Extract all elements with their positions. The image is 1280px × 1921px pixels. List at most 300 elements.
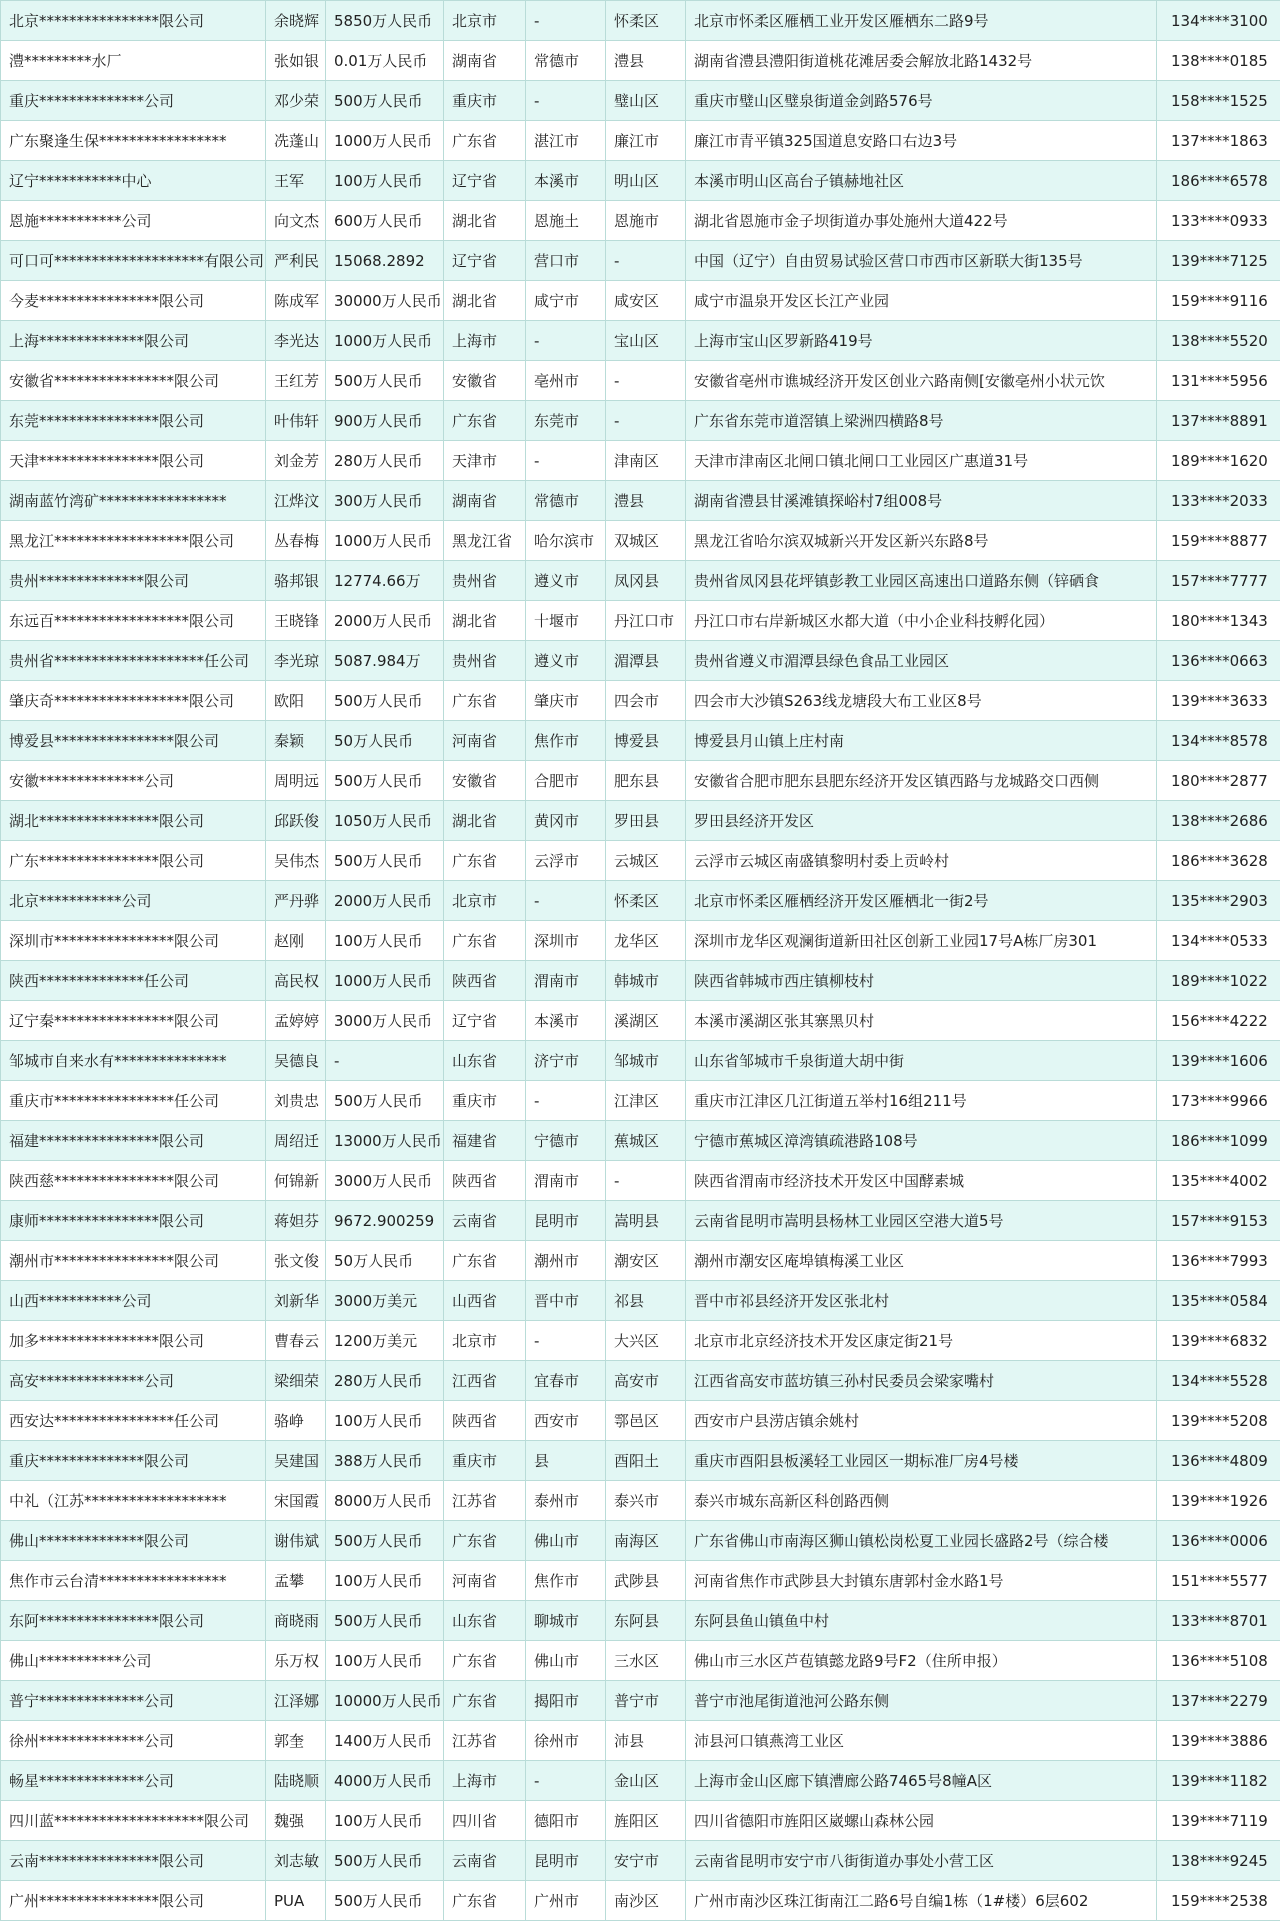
district-cell: 咸安区 — [606, 281, 686, 321]
registered-capital-cell: 12774.66万 — [326, 561, 444, 601]
legal-representative-cell: 刘新华 — [266, 1281, 326, 1321]
phone-cell: 180****2877 — [1157, 761, 1280, 801]
registered-capital-cell: 1000万人民币 — [326, 961, 444, 1001]
registered-capital-cell: 500万人民币 — [326, 1601, 444, 1641]
table-row — [1, 641, 1280, 681]
city-cell: - — [526, 1321, 606, 1361]
company-name-cell: 徐州**************公司 — [1, 1721, 266, 1761]
phone-cell: 135****0584 — [1157, 1281, 1280, 1321]
phone-cell: 138****2686 — [1157, 801, 1280, 841]
legal-representative-cell: 余晓辉 — [266, 1, 326, 41]
district-cell: 祁县 — [606, 1281, 686, 1321]
table-row — [1, 41, 1280, 81]
address-cell: 山东省邹城市千泉街道大胡中街 — [686, 1041, 1157, 1081]
city-cell: 宜春市 — [526, 1361, 606, 1401]
company-name-cell: 东莞****************限公司 — [1, 401, 266, 441]
phone-cell: 189****1620 — [1157, 441, 1280, 481]
district-cell: 高安市 — [606, 1361, 686, 1401]
address-cell: 安徽省亳州市谯城经济开发区创业六路南侧[安徽亳州小状元饮 — [686, 361, 1157, 401]
city-cell: 西安市 — [526, 1401, 606, 1441]
company-name-cell: 加多****************限公司 — [1, 1321, 266, 1361]
province-cell: 福建省 — [444, 1121, 526, 1161]
address-cell: 北京市北京经济技术开发区康定街21号 — [686, 1321, 1157, 1361]
company-name-cell: 澧*********水厂 — [1, 41, 266, 81]
district-cell: 金山区 — [606, 1761, 686, 1801]
table-row — [1, 401, 1280, 441]
province-cell: 上海市 — [444, 1761, 526, 1801]
city-cell: 聊城市 — [526, 1601, 606, 1641]
registered-capital-cell: 8000万人民币 — [326, 1481, 444, 1521]
phone-cell: 189****1022 — [1157, 961, 1280, 1001]
table-row — [1, 561, 1280, 601]
registered-capital-cell: 100万人民币 — [326, 921, 444, 961]
district-cell: 鄠邑区 — [606, 1401, 686, 1441]
table-row — [1, 161, 1280, 201]
address-cell: 广东省佛山市南海区狮山镇松岗松夏工业园长盛路2号（综合楼 — [686, 1521, 1157, 1561]
province-cell: 湖北省 — [444, 201, 526, 241]
legal-representative-cell: 何锦新 — [266, 1161, 326, 1201]
phone-cell: 139****7119 — [1157, 1801, 1280, 1841]
city-cell: 遵义市 — [526, 641, 606, 681]
province-cell: 江苏省 — [444, 1721, 526, 1761]
company-name-cell: 云南****************限公司 — [1, 1841, 266, 1881]
legal-representative-cell: 骆邦银 — [266, 561, 326, 601]
city-cell: 咸宁市 — [526, 281, 606, 321]
address-cell: 重庆市江津区几江街道五举村16组211号 — [686, 1081, 1157, 1121]
registered-capital-cell: 300万人民币 — [326, 481, 444, 521]
table-row — [1, 1041, 1280, 1081]
address-cell: 普宁市池尾街道池河公路东侧 — [686, 1681, 1157, 1721]
table-row — [1, 361, 1280, 401]
address-cell: 陕西省渭南市经济技术开发区中国酵素城 — [686, 1161, 1157, 1201]
city-cell: - — [526, 1, 606, 41]
district-cell: 怀柔区 — [606, 881, 686, 921]
legal-representative-cell: 吴建国 — [266, 1441, 326, 1481]
legal-representative-cell: 张如银 — [266, 41, 326, 81]
legal-representative-cell: 严丹骅 — [266, 881, 326, 921]
province-cell: 陕西省 — [444, 1161, 526, 1201]
company-name-cell: 天津****************限公司 — [1, 441, 266, 481]
address-cell: 江西省高安市蓝坊镇三孙村民委员会梁家嘴村 — [686, 1361, 1157, 1401]
city-cell: 县 — [526, 1441, 606, 1481]
registered-capital-cell: 280万人民币 — [326, 441, 444, 481]
legal-representative-cell: 向文杰 — [266, 201, 326, 241]
city-cell: 恩施土 — [526, 201, 606, 241]
district-cell: 嵩明县 — [606, 1201, 686, 1241]
city-cell: 本溪市 — [526, 161, 606, 201]
city-cell: 肇庆市 — [526, 681, 606, 721]
phone-cell: 173****9966 — [1157, 1081, 1280, 1121]
city-cell: 常德市 — [526, 41, 606, 81]
company-name-cell: 辽宁秦****************限公司 — [1, 1001, 266, 1041]
table-row — [1, 1881, 1280, 1921]
district-cell: 肥东县 — [606, 761, 686, 801]
city-cell: 广州市 — [526, 1881, 606, 1921]
company-name-cell: 今麦****************限公司 — [1, 281, 266, 321]
registered-capital-cell: 5850万人民币 — [326, 1, 444, 41]
province-cell: 贵州省 — [444, 561, 526, 601]
registered-capital-cell: 280万人民币 — [326, 1361, 444, 1401]
registered-capital-cell: 500万人民币 — [326, 681, 444, 721]
table-row — [1, 1721, 1280, 1761]
province-cell: 重庆市 — [444, 1441, 526, 1481]
company-name-cell: 恩施***********公司 — [1, 201, 266, 241]
district-cell: 博爱县 — [606, 721, 686, 761]
province-cell: 山西省 — [444, 1281, 526, 1321]
table-row — [1, 321, 1280, 361]
company-name-cell: 重庆**************公司 — [1, 81, 266, 121]
company-name-cell: 湖南蓝竹湾矿***************** — [1, 481, 266, 521]
legal-representative-cell: 刘贵忠 — [266, 1081, 326, 1121]
registered-capital-cell: 50万人民币 — [326, 721, 444, 761]
province-cell: 湖北省 — [444, 281, 526, 321]
table-row — [1, 201, 1280, 241]
phone-cell: 138****0185 — [1157, 41, 1280, 81]
registered-capital-cell: 100万人民币 — [326, 161, 444, 201]
table-row — [1, 681, 1280, 721]
address-cell: 贵州省遵义市湄潭县绿色食品工业园区 — [686, 641, 1157, 681]
province-cell: 安徽省 — [444, 361, 526, 401]
address-cell: 河南省焦作市武陟县大封镇东唐郭村金水路1号 — [686, 1561, 1157, 1601]
company-name-cell: 畅星**************公司 — [1, 1761, 266, 1801]
district-cell: 龙华区 — [606, 921, 686, 961]
registered-capital-cell: 500万人民币 — [326, 1881, 444, 1921]
district-cell: - — [606, 1161, 686, 1201]
company-table-body — [1, 1, 1280, 1921]
city-cell: 揭阳市 — [526, 1681, 606, 1721]
province-cell: 北京市 — [444, 1, 526, 41]
company-name-cell: 北京****************限公司 — [1, 1, 266, 41]
city-cell: - — [526, 81, 606, 121]
phone-cell: 157****7777 — [1157, 561, 1280, 601]
table-row — [1, 1521, 1280, 1561]
province-cell: 四川省 — [444, 1801, 526, 1841]
phone-cell: 135****2903 — [1157, 881, 1280, 921]
table-row — [1, 1561, 1280, 1601]
province-cell: 云南省 — [444, 1841, 526, 1881]
legal-representative-cell: 吴伟杰 — [266, 841, 326, 881]
company-name-cell: 广东****************限公司 — [1, 841, 266, 881]
legal-representative-cell: 吴德良 — [266, 1041, 326, 1081]
legal-representative-cell: 王军 — [266, 161, 326, 201]
legal-representative-cell: 丛春梅 — [266, 521, 326, 561]
legal-representative-cell: 陆晓顺 — [266, 1761, 326, 1801]
registered-capital-cell: 13000万人民币 — [326, 1121, 444, 1161]
province-cell: 广东省 — [444, 1241, 526, 1281]
company-name-cell: 邹城市自来水有*************** — [1, 1041, 266, 1081]
address-cell: 罗田县经济开发区 — [686, 801, 1157, 841]
company-name-cell: 焦作市云台清***************** — [1, 1561, 266, 1601]
city-cell: 合肥市 — [526, 761, 606, 801]
phone-cell: 137****2279 — [1157, 1681, 1280, 1721]
company-name-cell: 重庆**************限公司 — [1, 1441, 266, 1481]
company-name-cell: 安徽省****************限公司 — [1, 361, 266, 401]
legal-representative-cell: 蒋妲芬 — [266, 1201, 326, 1241]
table-row — [1, 121, 1280, 161]
province-cell: 广东省 — [444, 921, 526, 961]
address-cell: 黑龙江省哈尔滨双城新兴开发区新兴东路8号 — [686, 521, 1157, 561]
province-cell: 山东省 — [444, 1601, 526, 1641]
district-cell: 南沙区 — [606, 1881, 686, 1921]
company-name-cell: 中礼（江苏******************* — [1, 1481, 266, 1521]
registered-capital-cell: 600万人民币 — [326, 201, 444, 241]
company-name-cell: 山西***********公司 — [1, 1281, 266, 1321]
phone-cell: 136****7993 — [1157, 1241, 1280, 1281]
legal-representative-cell: 骆峥 — [266, 1401, 326, 1441]
legal-representative-cell: 王晓锋 — [266, 601, 326, 641]
phone-cell: 136****4809 — [1157, 1441, 1280, 1481]
registered-capital-cell: 3000万美元 — [326, 1281, 444, 1321]
district-cell: - — [606, 401, 686, 441]
city-cell: 云浮市 — [526, 841, 606, 881]
company-name-cell: 深圳市****************限公司 — [1, 921, 266, 961]
company-name-cell: 上海**************限公司 — [1, 321, 266, 361]
province-cell: 天津市 — [444, 441, 526, 481]
district-cell: 韩城市 — [606, 961, 686, 1001]
phone-cell: 131****5956 — [1157, 361, 1280, 401]
address-cell: 西安市户县涝店镇余姚村 — [686, 1401, 1157, 1441]
phone-cell: 151****5577 — [1157, 1561, 1280, 1601]
address-cell: 四川省德阳市旌阳区崴螺山森林公园 — [686, 1801, 1157, 1841]
table-row — [1, 521, 1280, 561]
address-cell: 广东省东莞市道滘镇上梁洲四横路8号 — [686, 401, 1157, 441]
phone-cell: 138****5520 — [1157, 321, 1280, 361]
table-row — [1, 961, 1280, 1001]
company-name-cell: 西安达****************任公司 — [1, 1401, 266, 1441]
phone-cell: 134****8578 — [1157, 721, 1280, 761]
city-cell: 东莞市 — [526, 401, 606, 441]
registered-capital-cell: 500万人民币 — [326, 1081, 444, 1121]
legal-representative-cell: PUA — [266, 1881, 326, 1921]
province-cell: 广东省 — [444, 681, 526, 721]
province-cell: 湖南省 — [444, 481, 526, 521]
address-cell: 本溪市明山区高台子镇赫地社区 — [686, 161, 1157, 201]
district-cell: 津南区 — [606, 441, 686, 481]
city-cell: 昆明市 — [526, 1201, 606, 1241]
company-name-cell: 陕西慈****************限公司 — [1, 1161, 266, 1201]
province-cell: 山东省 — [444, 1041, 526, 1081]
district-cell: 廉江市 — [606, 121, 686, 161]
address-cell: 湖南省澧县甘溪滩镇探峪村7组008号 — [686, 481, 1157, 521]
phone-cell: 139****1182 — [1157, 1761, 1280, 1801]
company-name-cell: 博爱县****************限公司 — [1, 721, 266, 761]
district-cell: 璧山区 — [606, 81, 686, 121]
city-cell: 十堰市 — [526, 601, 606, 641]
province-cell: 辽宁省 — [444, 161, 526, 201]
address-cell: 贵州省凤冈县花坪镇彭教工业园区高速出口道路东侧（锌硒食 — [686, 561, 1157, 601]
province-cell: 北京市 — [444, 881, 526, 921]
legal-representative-cell: 刘志敏 — [266, 1841, 326, 1881]
company-name-cell: 陕西**************任公司 — [1, 961, 266, 1001]
address-cell: 云浮市云城区南盛镇黎明村委上贡岭村 — [686, 841, 1157, 881]
district-cell: 旌阳区 — [606, 1801, 686, 1841]
phone-cell: 136****0663 — [1157, 641, 1280, 681]
district-cell: 罗田县 — [606, 801, 686, 841]
table-row — [1, 441, 1280, 481]
city-cell: 渭南市 — [526, 961, 606, 1001]
legal-representative-cell: 邓少荣 — [266, 81, 326, 121]
address-cell: 湖北省恩施市金子坝街道办事处施州大道422号 — [686, 201, 1157, 241]
table-row — [1, 801, 1280, 841]
city-cell: 焦作市 — [526, 1561, 606, 1601]
province-cell: 江苏省 — [444, 1481, 526, 1521]
company-name-cell: 贵州**************限公司 — [1, 561, 266, 601]
district-cell: 溪湖区 — [606, 1001, 686, 1041]
legal-representative-cell: 叶伟轩 — [266, 401, 326, 441]
registered-capital-cell: 2000万人民币 — [326, 881, 444, 921]
table-row — [1, 1601, 1280, 1641]
district-cell: 安宁市 — [606, 1841, 686, 1881]
district-cell: 明山区 — [606, 161, 686, 201]
province-cell: 陕西省 — [444, 961, 526, 1001]
table-row — [1, 1321, 1280, 1361]
legal-representative-cell: 宋国霞 — [266, 1481, 326, 1521]
province-cell: 湖北省 — [444, 801, 526, 841]
table-row — [1, 1841, 1280, 1881]
city-cell: 渭南市 — [526, 1161, 606, 1201]
legal-representative-cell: 郭奎 — [266, 1721, 326, 1761]
address-cell: 四会市大沙镇S263线龙塘段大布工业区8号 — [686, 681, 1157, 721]
registered-capital-cell: 15068.2892 — [326, 241, 444, 281]
registered-capital-cell: 500万人民币 — [326, 81, 444, 121]
province-cell: 广东省 — [444, 1881, 526, 1921]
table-row — [1, 1241, 1280, 1281]
table-row — [1, 1361, 1280, 1401]
registered-capital-cell: 0.01万人民币 — [326, 41, 444, 81]
phone-cell: 159****8877 — [1157, 521, 1280, 561]
phone-cell: 139****1926 — [1157, 1481, 1280, 1521]
table-row — [1, 921, 1280, 961]
company-name-cell: 黑龙江******************限公司 — [1, 521, 266, 561]
legal-representative-cell: 魏强 — [266, 1801, 326, 1841]
province-cell: 辽宁省 — [444, 1001, 526, 1041]
phone-cell: 139****5208 — [1157, 1401, 1280, 1441]
address-cell: 中国（辽宁）自由贸易试验区营口市西市区新联大街135号 — [686, 241, 1157, 281]
district-cell: 澧县 — [606, 481, 686, 521]
phone-cell: 159****9116 — [1157, 281, 1280, 321]
city-cell: 佛山市 — [526, 1521, 606, 1561]
table-row — [1, 761, 1280, 801]
city-cell: 徐州市 — [526, 1721, 606, 1761]
company-name-cell: 潮州市****************限公司 — [1, 1241, 266, 1281]
address-cell: 宁德市蕉城区漳湾镇疏港路108号 — [686, 1121, 1157, 1161]
legal-representative-cell: 欧阳 — [266, 681, 326, 721]
registered-capital-cell: 500万人民币 — [326, 1521, 444, 1561]
province-cell: 广东省 — [444, 1521, 526, 1561]
address-cell: 上海市金山区廊下镇漕廊公路7465号8幢A区 — [686, 1761, 1157, 1801]
district-cell: 泰兴市 — [606, 1481, 686, 1521]
address-cell: 佛山市三水区芦苞镇懿龙路9号F2（住所申报） — [686, 1641, 1157, 1681]
district-cell: 蕉城区 — [606, 1121, 686, 1161]
city-cell: 深圳市 — [526, 921, 606, 961]
phone-cell: 139****3633 — [1157, 681, 1280, 721]
city-cell: 遵义市 — [526, 561, 606, 601]
phone-cell: 139****1606 — [1157, 1041, 1280, 1081]
company-name-cell: 四川蓝********************限公司 — [1, 1801, 266, 1841]
legal-representative-cell: 谢伟斌 — [266, 1521, 326, 1561]
phone-cell: 136****5108 — [1157, 1641, 1280, 1681]
address-cell: 云南省昆明市安宁市八街街道办事处小营工区 — [686, 1841, 1157, 1881]
address-cell: 沛县河口镇燕湾工业区 — [686, 1721, 1157, 1761]
table-row — [1, 721, 1280, 761]
city-cell: 焦作市 — [526, 721, 606, 761]
city-cell: 济宁市 — [526, 1041, 606, 1081]
province-cell: 广东省 — [444, 1681, 526, 1721]
phone-cell: 133****0933 — [1157, 201, 1280, 241]
city-cell: 营口市 — [526, 241, 606, 281]
province-cell: 贵州省 — [444, 641, 526, 681]
city-cell: 常德市 — [526, 481, 606, 521]
address-cell: 深圳市龙华区观澜街道新田社区创新工业园17号A栋厂房301 — [686, 921, 1157, 961]
phone-cell: 133****2033 — [1157, 481, 1280, 521]
legal-representative-cell: 冼蓬山 — [266, 121, 326, 161]
province-cell: 湖南省 — [444, 41, 526, 81]
legal-representative-cell: 严利民 — [266, 241, 326, 281]
city-cell: - — [526, 1081, 606, 1121]
table-row — [1, 1201, 1280, 1241]
phone-cell: 180****1343 — [1157, 601, 1280, 641]
registered-capital-cell: 4000万人民币 — [326, 1761, 444, 1801]
address-cell: 咸宁市温泉开发区长江产业园 — [686, 281, 1157, 321]
registered-capital-cell: 30000万人民币 — [326, 281, 444, 321]
province-cell: 广东省 — [444, 1641, 526, 1681]
registered-capital-cell: 5087.984万 — [326, 641, 444, 681]
table-row — [1, 281, 1280, 321]
province-cell: 广东省 — [444, 121, 526, 161]
city-cell: - — [526, 321, 606, 361]
legal-representative-cell: 商晓雨 — [266, 1601, 326, 1641]
city-cell: 佛山市 — [526, 1641, 606, 1681]
address-cell: 北京市怀柔区雁栖经济开发区雁栖北一街2号 — [686, 881, 1157, 921]
district-cell: - — [606, 361, 686, 401]
phone-cell: 136****0006 — [1157, 1521, 1280, 1561]
legal-representative-cell: 曹春云 — [266, 1321, 326, 1361]
city-cell: 昆明市 — [526, 1841, 606, 1881]
registered-capital-cell: 500万人民币 — [326, 841, 444, 881]
table-row — [1, 1161, 1280, 1201]
table-row — [1, 841, 1280, 881]
province-cell: 安徽省 — [444, 761, 526, 801]
legal-representative-cell: 邱跃俊 — [266, 801, 326, 841]
legal-representative-cell: 李光琼 — [266, 641, 326, 681]
table-row — [1, 1761, 1280, 1801]
company-name-cell: 广东聚逢生保***************** — [1, 121, 266, 161]
district-cell: 云城区 — [606, 841, 686, 881]
city-cell: - — [526, 1761, 606, 1801]
registered-capital-cell: 3000万人民币 — [326, 1161, 444, 1201]
phone-cell: 158****1525 — [1157, 81, 1280, 121]
district-cell: 潮安区 — [606, 1241, 686, 1281]
legal-representative-cell: 乐万权 — [266, 1641, 326, 1681]
city-cell: 德阳市 — [526, 1801, 606, 1841]
registered-capital-cell: 1000万人民币 — [326, 121, 444, 161]
registered-capital-cell: 100万人民币 — [326, 1641, 444, 1681]
district-cell: 双城区 — [606, 521, 686, 561]
phone-cell: 186****1099 — [1157, 1121, 1280, 1161]
city-cell: - — [526, 881, 606, 921]
district-cell: 大兴区 — [606, 1321, 686, 1361]
registered-capital-cell: 500万人民币 — [326, 361, 444, 401]
city-cell: - — [526, 441, 606, 481]
phone-cell: 186****6578 — [1157, 161, 1280, 201]
registered-capital-cell: 388万人民币 — [326, 1441, 444, 1481]
registered-capital-cell: 100万人民币 — [326, 1801, 444, 1841]
district-cell: - — [606, 241, 686, 281]
address-cell: 潮州市潮安区庵埠镇梅溪工业区 — [686, 1241, 1157, 1281]
phone-cell: 139****6832 — [1157, 1321, 1280, 1361]
registered-capital-cell: 1000万人民币 — [326, 521, 444, 561]
legal-representative-cell: 赵刚 — [266, 921, 326, 961]
